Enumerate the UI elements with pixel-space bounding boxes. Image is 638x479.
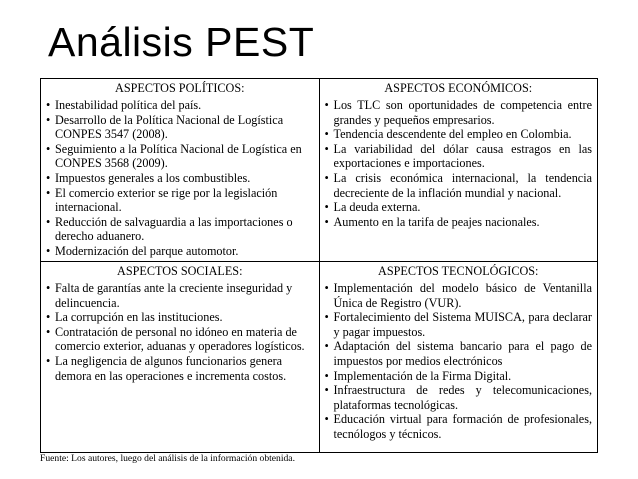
slide-title: Análisis PEST	[48, 19, 315, 65]
economic-list	[325, 98, 593, 229]
pest-row-bottom	[41, 262, 598, 453]
social-header: ASPECTOS SOCIALES:	[117, 264, 243, 278]
social-item: • La corrupción en las instituciones.	[46, 310, 314, 325]
technological-item: • Fortalecimiento del Sistema MUISCA, para declarar y pagar impuestos.	[325, 310, 593, 339]
economic-item: • La crisis económica internacional, la tendencia decreciente de la inflación mundial y nacional.	[325, 171, 593, 200]
pest-row-top	[41, 79, 598, 262]
political-item: • Impuestos generales a los combustibles.	[46, 171, 314, 186]
social-item: • Contratación de personal no idóneo en materia de comercio exterior, aduanas y operadores logísticos.	[46, 325, 314, 354]
social-item: • Falta de garantías ante la creciente inseguridad y delincuencia.	[46, 281, 314, 310]
technological-list	[325, 281, 593, 442]
economic-item: • La variabilidad del dólar causa estragos en las exportaciones e importaciones.	[325, 142, 593, 171]
economic-item: • Los TLC son oportunidades de competencia entre grandes y pequeños empresarios.	[325, 98, 593, 127]
source-note: Fuente: Los autores, luego del análisis de la información obtenida.	[40, 453, 295, 464]
political-item: • Modernización del parque automotor.	[46, 244, 314, 259]
social-list	[46, 281, 314, 383]
economic-quadrant	[319, 79, 598, 262]
economic-item: • La deuda externa.	[325, 200, 593, 215]
economic-item: • Aumento en la tarifa de peajes nacionales.	[325, 215, 593, 230]
economic-item: • Tendencia descendente del empleo en Colombia.	[325, 127, 593, 142]
technological-quadrant	[319, 262, 598, 453]
economic-header: ASPECTOS ECONÓMICOS:	[384, 81, 533, 95]
political-quadrant	[41, 79, 320, 262]
technological-item: • Implementación de la Firma Digital.	[325, 369, 593, 384]
technological-item: • Infraestructura de redes y telecomunicaciones, plataformas tecnológicas.	[325, 383, 593, 412]
technological-item: • Educación virtual para formación de profesionales, tecnólogos y técnicos.	[325, 412, 593, 441]
social-item: • La negligencia de algunos funcionarios genera demora en las operaciones e incrementa costos.	[46, 354, 314, 383]
technological-header: ASPECTOS TECNOLÓGICOS:	[378, 264, 539, 278]
political-item: • Seguimiento a la Política Nacional de Logística en CONPES 3568 (2009).	[46, 142, 314, 171]
pest-table	[40, 78, 598, 453]
political-item: • Desarrollo de la Política Nacional de Logística CONPES 3547 (2008).	[46, 113, 314, 142]
technological-item: • Implementación del modelo básico de Ventanilla Única de Registro (VUR).	[325, 281, 593, 310]
political-item: • El comercio exterior se rige por la legislación internacional.	[46, 186, 314, 215]
political-item: • Inestabilidad política del país.	[46, 98, 314, 113]
political-list	[46, 98, 314, 259]
political-header: ASPECTOS POLÍTICOS:	[115, 81, 245, 95]
social-quadrant	[41, 262, 320, 453]
political-item: • Reducción de salvaguardia a las importaciones o derecho aduanero.	[46, 215, 314, 244]
technological-item: • Adaptación del sistema bancario para el pago de impuestos por medios electrónicos	[325, 339, 593, 368]
